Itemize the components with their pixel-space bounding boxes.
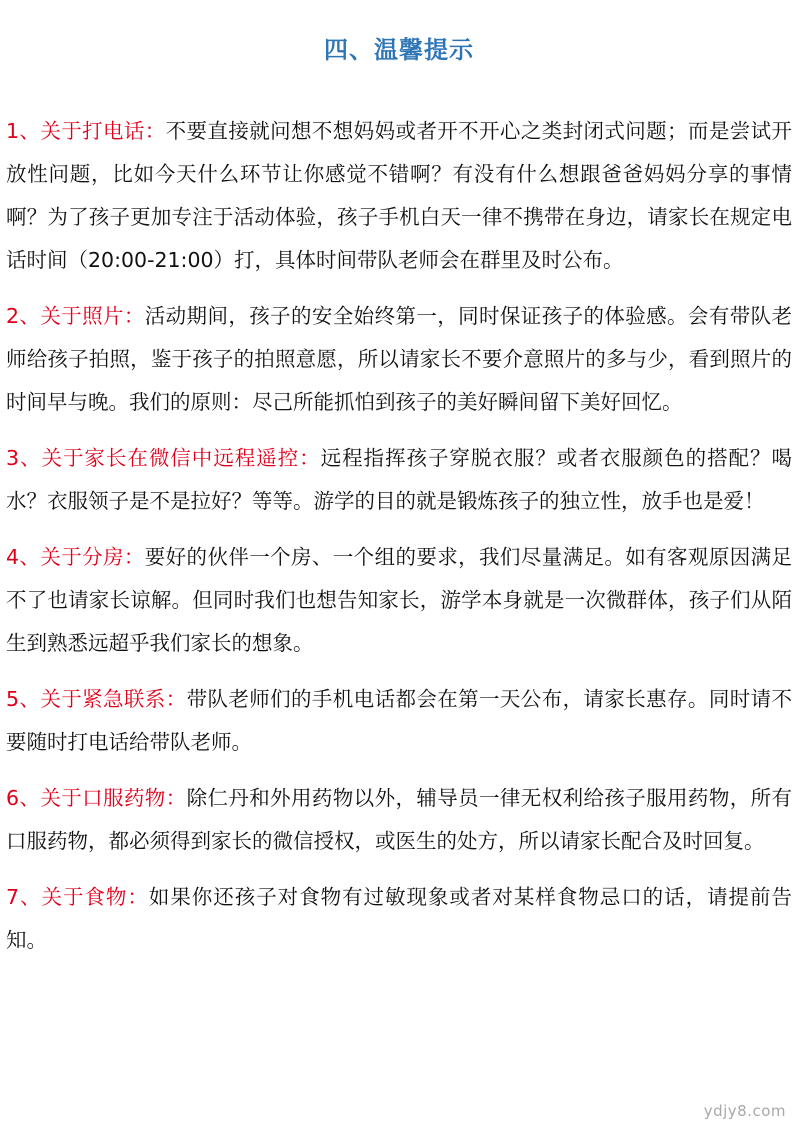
tip-text: 不要直接就问想不想妈妈或者开不开心之类封闭式问题；而是尝试开放性问题，比如今天什么环节让你感觉不错啊？有没有什么想跟爸爸妈妈分享的事情啊？为了孩子更加专注于活动体验，孩子手机白天一律不携带在身边，请家长在规定电话时间（20:00-21:00）打，具体时间带队老师会在群里及时公布。 bbox=[6, 119, 792, 272]
tip-label: 2、关于照片： bbox=[6, 304, 145, 328]
watermark-text: ydjy8.com bbox=[703, 1102, 786, 1120]
tip-text: 如果你还孩子对食物有过敏现象或者对某样食物忌口的话，请提前告知。 bbox=[6, 885, 792, 952]
tip-text: 要好的伙伴一个房、一个组的要求，我们尽量满足。如有客观原因满足不了也请家长谅解。但同时我们也想告知家长，游学本身就是一次微群体，孩子们从陌生到熟悉远超乎我们家长的想象。 bbox=[6, 545, 792, 655]
tip-item-remote-control bbox=[6, 437, 792, 523]
tip-text: 带队老师们的手机电话都会在第一天公布，请家长惠存。同时请不要随时打电话给带队老师。 bbox=[6, 687, 792, 754]
tip-item-emergency-contact bbox=[6, 678, 792, 764]
tip-label: 5、关于紧急联系： bbox=[6, 687, 187, 711]
tip-item-rooms bbox=[6, 536, 792, 665]
tip-label: 1、关于打电话： bbox=[6, 119, 166, 143]
tip-label: 6、关于口服药物： bbox=[6, 786, 187, 810]
tip-text: 除仁丹和外用药物以外，辅导员一律无权利给孩子服用药物，所有口服药物，都必须得到家长的微信授权，或医生的处方，所以请家长配合及时回复。 bbox=[6, 786, 792, 853]
tip-item-phone bbox=[6, 110, 792, 282]
tip-text: 活动期间，孩子的安全始终第一，同时保证孩子的体验感。会有带队老师给孩子拍照，鉴于孩子的拍照意愿，所以请家长不要介意照片的多与少，看到照片的时间早与晚。我们的原则：尽己所能抓怕到孩子的美好瞬间留下美好回忆。 bbox=[6, 304, 792, 414]
tip-label: 3、关于家长在微信中远程遥控： bbox=[6, 446, 321, 470]
tip-text: 远程指挥孩子穿脱衣服？或者衣服颜色的搭配？喝水？衣服领子是不是拉好？等等。游学的目的就是锻炼孩子的独立性，放手也是爱！ bbox=[6, 446, 792, 513]
section-title: 四、温馨提示 bbox=[324, 36, 474, 64]
tip-item-photos bbox=[6, 295, 792, 424]
tip-label: 7、关于食物： bbox=[6, 885, 149, 909]
tip-item-food bbox=[6, 876, 792, 962]
tip-label: 4、关于分房： bbox=[6, 545, 145, 569]
tip-item-oral-medicine bbox=[6, 777, 792, 863]
